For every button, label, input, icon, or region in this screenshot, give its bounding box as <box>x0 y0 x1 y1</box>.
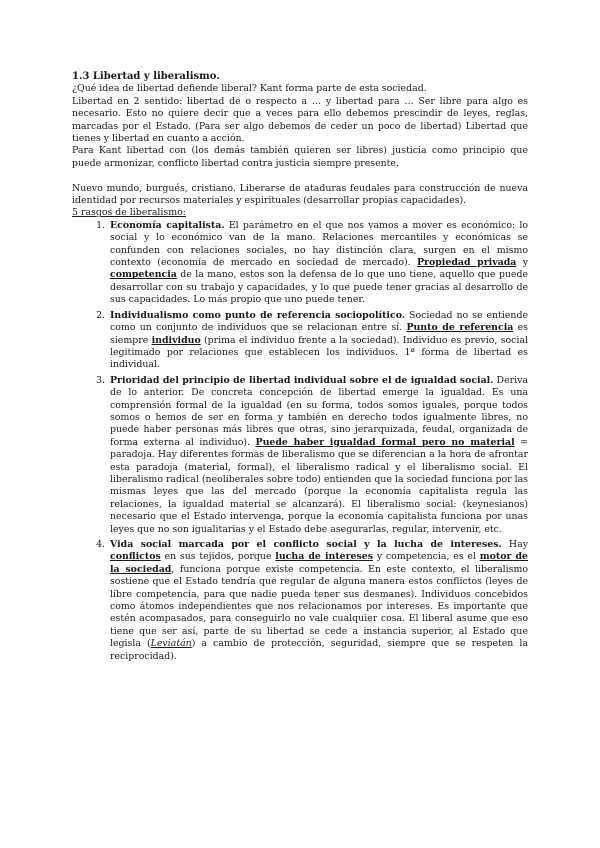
rasgo-title: Prioridad del principio de libertad individual sobre el de igualdad social. <box>110 374 494 386</box>
rasgo-text: es siempre <box>110 322 528 346</box>
rasgo-item-individualismo <box>108 310 528 372</box>
rasgos-list <box>72 220 528 663</box>
rasgo-emphasis: Punto de referencia <box>406 322 514 334</box>
document-page <box>72 71 528 666</box>
rasgo-item-conflicto <box>108 539 528 663</box>
intro-kant: Para Kant libertad con (los demás también quieren ser libres) justicia como principio que puede armonizar, conflicto libertad contra justicia siempre presente. <box>72 145 528 169</box>
rasgo-emphasis: conflictos <box>110 551 161 563</box>
rasgo-emphasis: motor de la sociedad <box>110 551 528 575</box>
rasgo-title: Vida social marcada por el conflicto social y la lucha de intereses. <box>110 539 502 551</box>
rasgo-text: ) a cambio de protección, seguridad, siempre que se respeten la reciprocidad). <box>110 638 528 662</box>
rasgo-text: en sus tejidos, porque <box>160 551 276 563</box>
rasgo-item-prioridad <box>108 375 528 536</box>
section-heading: 1.3 Libertad y liberalismo. <box>72 71 220 82</box>
rasgo-emphasis: individuo <box>151 334 201 346</box>
rasgo-text: Sociedad no se entiende como un conjunto de individuos que se relacionan entre sí. <box>110 309 528 334</box>
rasgo-text: y competencia, es el <box>373 551 480 563</box>
rasgo-item-economia <box>108 220 528 307</box>
rasgo-text: El parámetro en el que nos vamos a mover es económico: lo social y lo económico van de la mano. Relaciones mercantiles y económicas se confunden con relaciones sociales, no hay distinción clara, surgen en el mismo contexto (economía de mercado en sociedad de mercado). <box>110 219 528 269</box>
rasgo-text: (prima el individuo frente a la sociedad). Individuo es previo, social legitimado por relaciones que establecen los individuos. 1ª forma de libertad es individual. <box>110 334 528 371</box>
rasgo-emphasis: lucha de intereses <box>275 551 374 563</box>
nuevo-mundo-paragraph: Nuevo mundo, burgués, cristiano. Liberarse de ataduras feudales para construcción de nueva identidad por recursos materiales y espirituales (desarrollar propias capacidades). <box>72 182 528 207</box>
rasgo-title: Individualismo como punto de referencia sociopolítico. <box>110 309 406 321</box>
rasgo-text: = paradoja. Hay diferentes formas de liberalismo que se diferencian a la hora de afrontar esta paradoja (material, formal), el liberalismo radical y el liberalismo social. El liberalismo radical (neoliberales sobre todo) entienden que la sociedad funciona por las mismas leyes que las del mercado (porque la economía capitalista regula las relaciones, la igualdad material se alcanzará). El liberalismo social: (keynesianos) necesario que el Estado intervenga, porque la economía capitalista funciona por unas leyes que no son igualitarias y el Estado debe asegurarlas, regular, intervenir, etc. <box>110 436 528 535</box>
rasgos-heading: 5 rasgos de liberalismo: <box>72 207 186 219</box>
rasgo-text: Hay <box>501 539 528 551</box>
rasgo-emphasis: Puede haber igualdad formal pero no material <box>255 436 515 448</box>
rasgo-text: Deriva de lo anterior. De concreta concepción de libertad emerge la igualdad. Es una comprensión formal de la igualdad (en su forma, todos somos iguales, porque todos somos o hemos de ser en forma y también en derecho todos igualmente libres, no puede haber personas más libres que otras, sino jerarquizada, feudal, organizada de forma externa al individuo). <box>110 374 528 448</box>
rasgo-italic-term: Leviatán <box>150 638 192 650</box>
intro-question: ¿Qué idea de libertad defiende liberal? Kant forma parte de esta sociedad. <box>72 83 427 95</box>
rasgo-text: de la mano, estos son la defensa de lo que uno tiene, aquello que puede desarrollar con su trabajo y capacidades, y lo que puede tener gracias al desarrollo de sus capacidades. Lo más propio que uno puede tener. <box>110 269 528 306</box>
rasgo-text: , funciona porque existe competencia. En este contexto, el liberalismo sostiene que el Estado tendría que regular de alguna manera estos conflictos (leyes de libre competencia, para que nadie pueda tener sus desmanes). Individuos concebidos como átomos independientes que nos relacionamos por intereses. Es importante que estén acompasados, para conseguirlo no vale cualquier cosa. El liberal asume que eso tiene que ser así, parte de su libertad se cede a instancia superior, al Estado que legisla ( <box>110 563 528 650</box>
rasgo-emphasis: Propiedad privada <box>417 257 517 269</box>
intro-sentido: Libertad en 2 sentido: libertad de o respecto a … y libertad para … Ser libre para algo es necesario. Esto no quiere decir que a veces para ello debemos prescindir de leyes, reglas, marcadas por el Estado. (Para ser algo debemos de ceder un poco de libertad) Libertad que tienes y libertad en cuanto a acción. <box>72 95 528 145</box>
paragraph-gap <box>72 170 528 182</box>
rasgo-title: Economía capitalista. <box>110 219 225 231</box>
rasgo-emphasis: competencia <box>110 269 177 281</box>
rasgo-text: y <box>516 257 529 269</box>
